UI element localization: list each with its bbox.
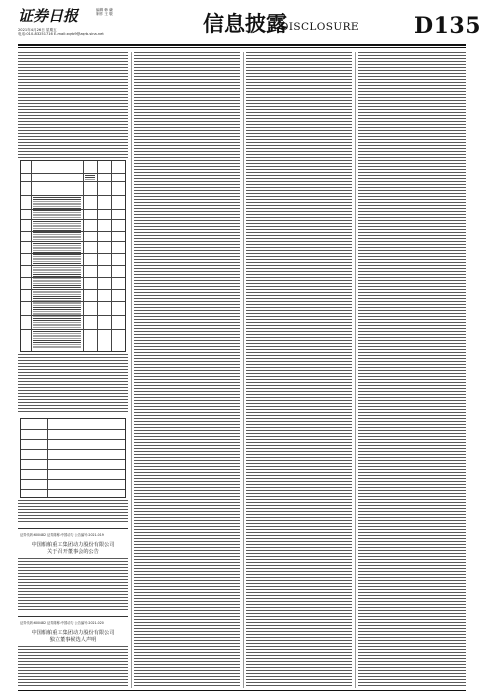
editor-credits <box>96 8 113 17</box>
announcement-title: 独立董事候选人声明 <box>49 637 97 643</box>
issue-date: 2021年4月26日 星期五 <box>18 28 57 32</box>
footer-rule <box>18 690 466 691</box>
masthead-rule <box>18 44 466 46</box>
divider <box>18 528 128 529</box>
text-block <box>134 52 240 688</box>
announcement-company: 中国船舶重工集团动力股份有限公司 <box>31 542 115 548</box>
producer-line: 制作 王 敬 <box>96 12 113 17</box>
editor-line: 编辑 韩 谦 <box>96 8 113 12</box>
masthead <box>0 0 484 48</box>
column-3 <box>246 52 352 688</box>
section-subtitle: DISCLOSURE <box>280 21 359 33</box>
column-4 <box>358 52 466 688</box>
data-table <box>20 160 126 352</box>
text-block <box>18 646 128 688</box>
text-block <box>18 52 128 158</box>
text-block <box>358 52 466 688</box>
logo-text: 证券日报 <box>18 7 79 25</box>
divider <box>18 616 128 617</box>
announcement-code: 证券代码:600482 证券简称:中国动力 公告编号:2021-019 <box>20 533 104 537</box>
newspaper-logo <box>18 6 88 26</box>
column-rule <box>131 52 132 688</box>
column-rule <box>243 52 244 688</box>
column-rule <box>355 52 356 688</box>
issue-contact: 电话:010-83251716 E-mail:zqrb9@zqrb.sina.net <box>18 32 104 36</box>
masthead-rule-thin <box>18 47 466 48</box>
data-table <box>20 418 126 498</box>
column-1 <box>18 52 128 688</box>
text-block <box>18 500 128 524</box>
announcement-code: 证券代码:600482 证券简称:中国动力 公告编号:2021-020 <box>20 621 104 625</box>
page-number: D135 <box>414 13 482 39</box>
column-2 <box>134 52 240 688</box>
text-block <box>18 354 128 414</box>
text-block <box>18 558 128 612</box>
issue-meta <box>18 28 104 36</box>
section-title: 信息披露 <box>203 11 287 36</box>
text-block <box>246 52 352 688</box>
announcement-title: 关于召开董事会的公告 <box>47 549 99 555</box>
announcement-company: 中国船舶重工集团动力股份有限公司 <box>31 630 115 636</box>
